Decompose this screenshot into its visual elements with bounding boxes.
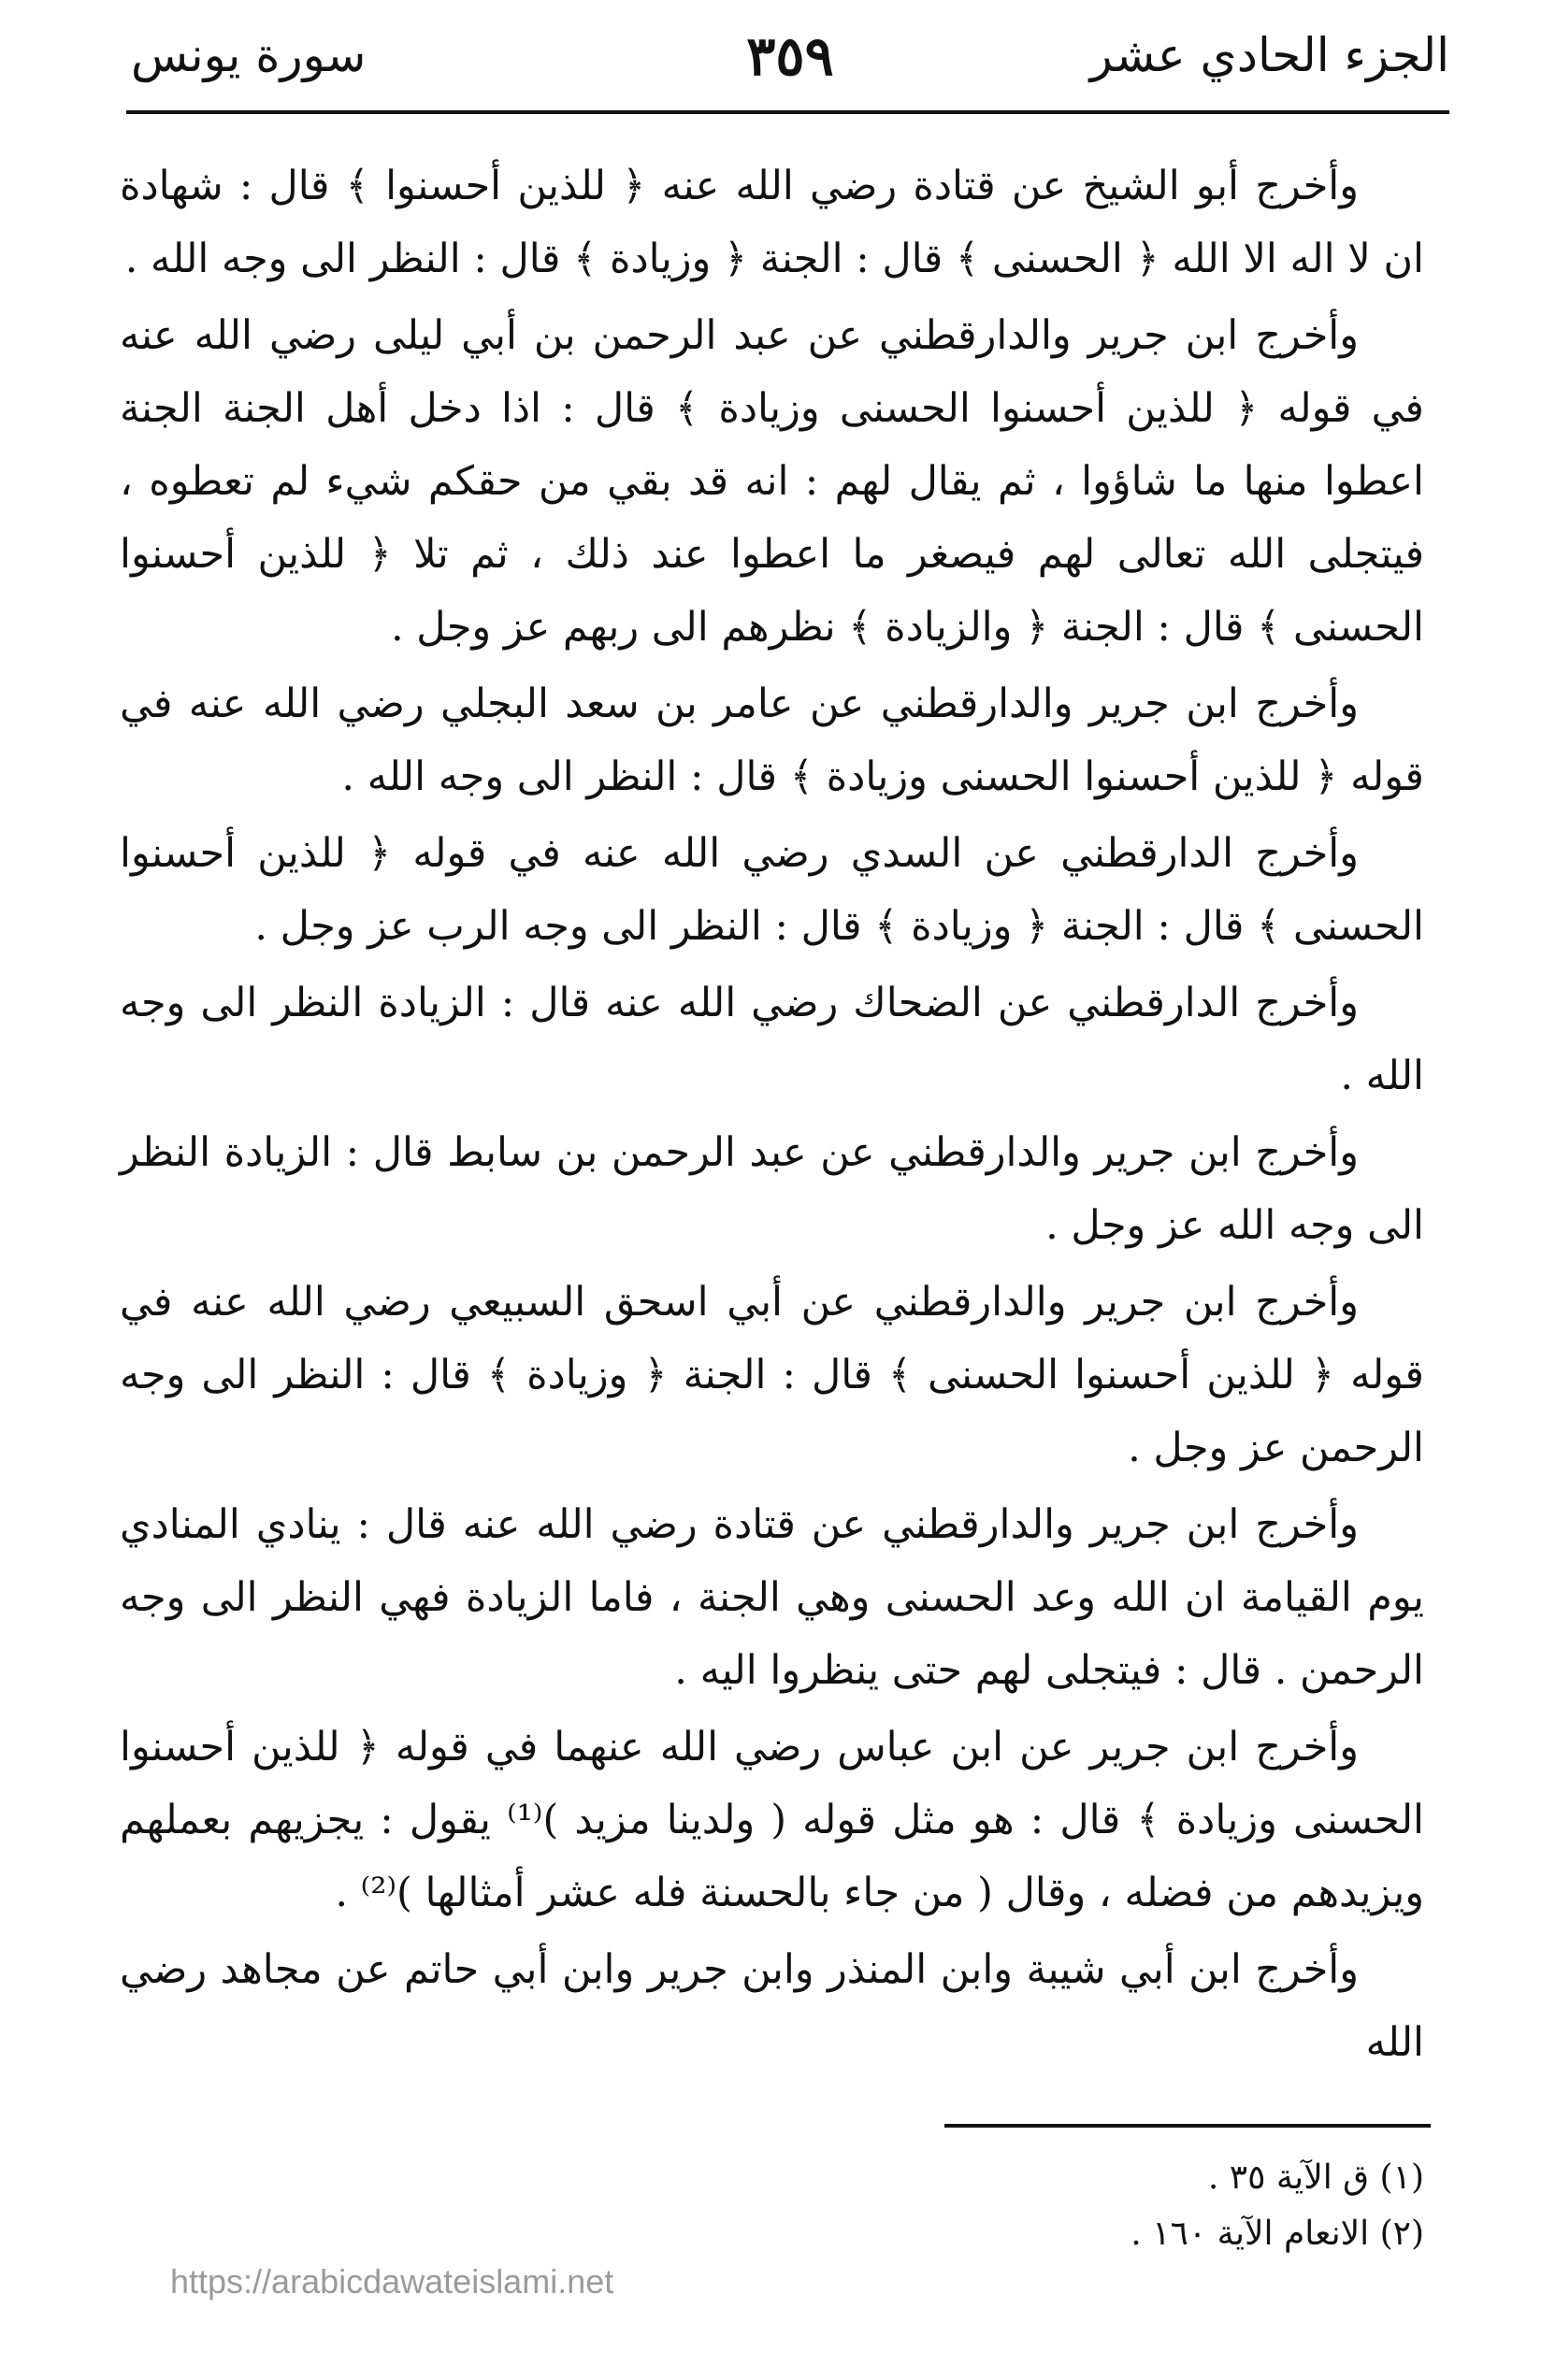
paragraph: وأخرج ابن جرير والدارقطني عن عبد الرحمن بن أبي ليلى رضي الله عنه في قوله ﴿ للذين أحسنوا الحسنى وزيادة ﴾ قال : اذا دخل أهل الجنة الجنة اعطوا منها ما شاؤوا ، ثم يقال لهم : انه قد بقي من حقكم شيء لم تعطوه ، فيتجلى الله تعالى لهم فيصغر ما اعطوا عند ذلك ، ثم تلا ﴿ للذين أحسنوا الحسنى ﴾ قال : الجنة ﴿ والزيادة ﴾ نظرهم الى ربهم عز وجل . [120, 312, 1424, 651]
paragraph: وأخرج ابن أبي شيبة وابن المنذر وابن جرير وابن أبي حاتم عن مجاهد رضي الله [120, 1946, 1424, 2066]
paragraph: وأخرج ابن جرير والدارقطني عن أبي اسحق السبيعي رضي الله عنه في قوله ﴿ للذين أحسنوا الحسنى ﴾ قال : الجنة ﴿ وزيادة ﴾ قال : النظر الى وجه الرحمن عز وجل . [120, 1279, 1424, 1471]
paragraph: وأخرج الدارقطني عن السدي رضي الله عنه في قوله ﴿ للذين أحسنوا الحسنى ﴾ قال : الجنة ﴿ وزيادة ﴾ قال : النظر الى وجه الرب عز وجل . [120, 830, 1424, 950]
footnote: (٢) الانعام الآية ١٦٠ . [1131, 2215, 1424, 2253]
watermark-url: https://arabicdawateislami.net [170, 2262, 614, 2301]
paragraph: وأخرج ابن جرير عن ابن عباس رضي الله عنهما في قوله ﴿ للذين أحسنوا الحسنى وزيادة ﴾ قال : هو مثل قوله ( ولدينا مزيد )⁽¹⁾ يقول : يجزيهم بعملهم ويزيدهم من فضله ، وقال ( من جاء بالحسنة فله عشر أمثالها )⁽²⁾ . [120, 1724, 1424, 1916]
footnote: (١) ق الآية ٣٥ . [1207, 2158, 1424, 2197]
paragraph: وأخرج الدارقطني عن الضحاك رضي الله عنه قال : الزيادة النظر الى وجه الله . [120, 980, 1424, 1099]
page-number: ٣٥٩ [746, 24, 834, 88]
paragraph: وأخرج ابن جرير والدارقطني عن عبد الرحمن بن سابط قال : الزيادة النظر الى وجه الله عز وجل . [120, 1129, 1424, 1249]
paragraph: وأخرج أبو الشيخ عن قتادة رضي الله عنه ﴿ للذين أحسنوا ﴾ قال : شهادة ان لا اله الا الله ﴿ الحسنى ﴾ قال : الجنة ﴿ وزيادة ﴾ قال : النظر الى وجه الله . [120, 163, 1424, 282]
footnote-rule [944, 2124, 1431, 2128]
footnotes [583, 2150, 1424, 2262]
part-title: الجزء الحادي عشر [1089, 28, 1449, 82]
header-rule [126, 110, 1449, 114]
main-text [120, 150, 1424, 2083]
surah-title: سورة يونس [131, 28, 367, 82]
paragraph: وأخرج ابن جرير والدارقطني عن عامر بن سعد البجلي رضي الله عنه في قوله ﴿ للذين أحسنوا الحسنى وزيادة ﴾ قال : النظر الى وجه الله . [120, 681, 1424, 800]
running-header [131, 24, 1449, 103]
paragraph: وأخرج ابن جرير والدارقطني عن قتادة رضي الله عنه قال : ينادي المنادي يوم القيامة ان الله وعد الحسنى وهي الجنة ، فاما الزيادة فهي النظر الى وجه الرحمن . قال : فيتجلى لهم حتى ينظروا اليه . [120, 1501, 1424, 1694]
